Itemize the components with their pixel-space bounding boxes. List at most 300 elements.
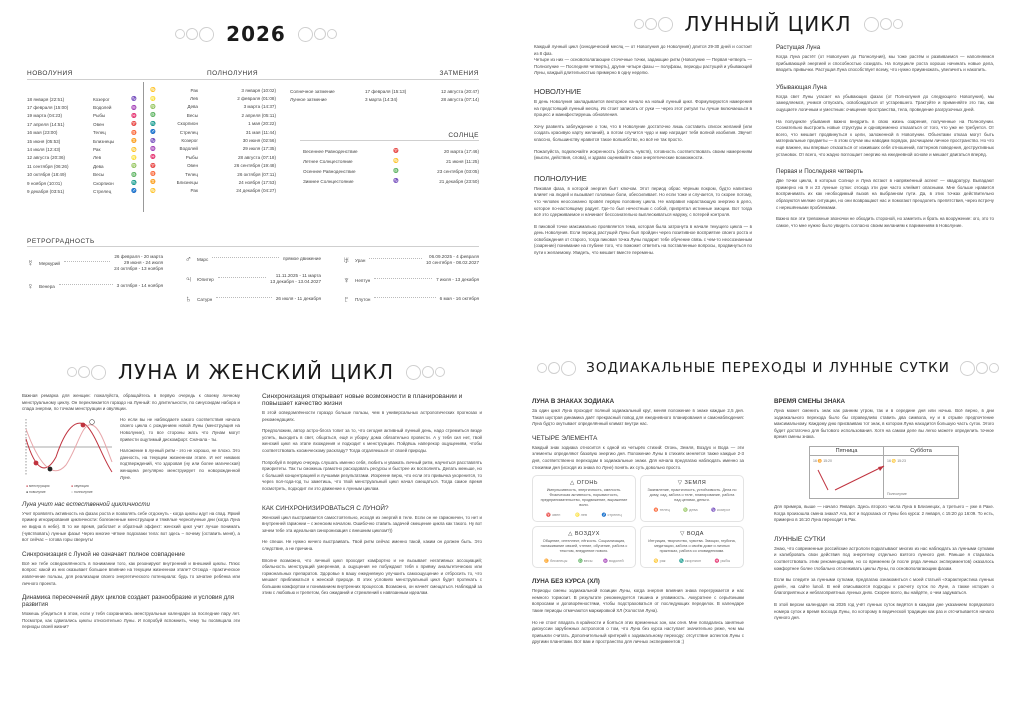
- retro-heading-row: [27, 236, 479, 247]
- date: 1 мая (20:22): [248, 121, 276, 127]
- crescent-moon-icon: [422, 366, 434, 378]
- date: 15 июня (05:53): [27, 138, 61, 144]
- crescent-moon-icon: [548, 362, 560, 374]
- moon-decor-right: [406, 365, 445, 380]
- sync-opens-text: В этой осведомлённости гораздо больше пользы, чем в универсальных астрологических прогнозах и рекомендациях.: [262, 410, 482, 422]
- moon-decor-left: [175, 27, 214, 42]
- calendar-col-saturday: Суббота: [884, 447, 958, 456]
- void-text: Но не стоит впадать в крайности и бояться этих временных зон, как огня. Мне попадались занятные дискуссии зарубежных астрологов о том, что Луна без курса наступает значительно реже, чем мы привыкли считать. Дополнительный критерий к зодиакальному переходу: отсутствие аспектов Луны с другими планетами. Вот вам и пространство для личных экспериментов ;): [532, 619, 744, 645]
- element-card: [532, 475, 636, 522]
- element-description: Импульсивность, энергичность, смелость. Физическая активность, порывистость, предпринимательство, продвижение, выражение воли.: [540, 488, 628, 508]
- eclipse-row: [290, 87, 479, 95]
- date: 24 декабря (04:27): [236, 188, 276, 194]
- moon-female-cycle-page: [0, 360, 512, 721]
- lunar-cycle-right-column: [776, 44, 994, 229]
- full-moon-row: [146, 120, 276, 128]
- zodiac-heading: ЛУНА В ЗНАКАХ ЗОДИАКА: [532, 398, 615, 405]
- date: 31 мая (11:44): [245, 129, 276, 135]
- zodiac-icon: ♊: [150, 179, 156, 185]
- crescent-moon-icon: [561, 361, 576, 376]
- sun-event: Весеннее Равноденствие: [303, 148, 358, 154]
- new-moon-text: В день Новолуния закладывается векторное начало на новый лунный цикл. Формулируются намерения на предстоящий лунный месяц. Их стоит записать от руки — через этот ритуал ты лучше включаешься в процесс и манифестируешь обновления.: [534, 98, 752, 118]
- moon-decor-right: [298, 27, 337, 42]
- page-title: ЛУННЫЙ ЦИКЛ: [684, 12, 852, 36]
- leader-dots: [374, 297, 435, 298]
- zodiac-transitions-page: [512, 360, 1024, 721]
- new-moon-row: [27, 95, 139, 103]
- leader-dots: [212, 257, 279, 258]
- date: 24 ноября (17:53): [238, 179, 276, 185]
- sign: Весы: [186, 112, 198, 118]
- new-moons-table: [27, 95, 139, 196]
- retro-dates: 3 октября - 14 ноября: [116, 283, 163, 288]
- zodiac-icon: ♒: [150, 145, 156, 151]
- eclipse-type: Лунное затмение: [290, 97, 327, 103]
- date: 10 октября (18:49): [27, 172, 67, 178]
- full-moon-row: [146, 111, 276, 119]
- calendar-col-friday: Пятница: [810, 447, 884, 456]
- zodiac-text: За один цикл Луна проходит полный зодиакальный круг, меняя положение в знаке каждые 2,5 дня. Такая шустрая динамика даёт прекрасный повод для ежедневного планирования и самонаблюдения: Луна будто окутывает определённый климат внутри нас.: [532, 408, 744, 427]
- quarters-text: Две точки цикла, в которых Солнце и Луна встают в напряжённый аспект — квадратуру. Выпадают примерно на 9 и 23 лунные сутки: отсюда эти дни часто клеймят опасными. Мне больше нравится воспринимать их как необходимый вызов на выбранном пути. Да, в этих точках действительно образуются мелкие ситуации, но они возвращают нас и помогают преодолеть препятствия, через встречу с нерешёнными проблемами.: [776, 178, 994, 210]
- lunar-days-text: В этой версии календаря на 2026 год учёт лунных суток ведётся в каждом дне указанием порядкового номера суток и время восхода Луны, по которому в ведической традиции как раз и отсчитывается начало лунного дня.: [774, 601, 994, 621]
- new-moon-heading: НОВОЛУНИЕ: [534, 86, 582, 96]
- moon-decor-left: [634, 17, 673, 32]
- element-description: Заземление, практичность, устойчивость. Дела по дому, сад, забота о теле, планирование, работа над целями, деньги.: [647, 488, 737, 503]
- natural-text: Учит проявлять активность на фазах роста и позволять себе отдохнуть - когда циклы идут на спад. Яркий пример игнорирования цикличности: болезненные менструации и тяжёлые чернолунные дни (когда Луна не видна в небе). В то же время, работает и обратный эффект: женский цикл учит лучше понимать (чувствовать) лунные фазы! Через многие чёткие подсказки тела: вот здесь – почему (оставить меня), а вот сейчас – готова горы свернуть!: [22, 510, 240, 543]
- sun-heading: СОЛНЦЕ: [448, 132, 479, 139]
- date: 2 февраля (01:08): [237, 96, 276, 102]
- zodiac-icon: ♍: [131, 163, 137, 169]
- retro-planet-row: [185, 273, 321, 285]
- retro-planet-row: [185, 254, 321, 264]
- zodiac-sign: ♎ весы: [577, 559, 593, 564]
- planet-icon: ♅: [343, 255, 350, 265]
- element-card: [640, 526, 744, 568]
- zodiac-icon: ♌: [131, 154, 137, 160]
- legend-menstruation: ● менструация: [26, 483, 50, 488]
- retrograde-list: [27, 254, 479, 313]
- retro-dates: 11.11.2025 - 11 марта 13 декабря - 13.04.2027: [270, 273, 321, 284]
- zodiac-icon: ♏: [150, 120, 156, 126]
- sign: Дева: [93, 163, 104, 169]
- zodiac-icon: ♑: [150, 137, 156, 143]
- date: 11 сентября (06:26): [27, 163, 69, 169]
- sun-heading-row: [300, 130, 479, 141]
- leader-dots: [374, 278, 432, 279]
- crescent-moon-icon: [91, 365, 106, 380]
- date: 28 августа (07:14): [440, 97, 479, 103]
- date: 20 марта (17:46): [444, 148, 479, 154]
- moon-decor-right: [864, 17, 903, 32]
- example-text: Для примера, выше — начало Января. Здесь второго числа Луна в Близнецах, а третьего – уже в Раке. Когда произошла смена знака? Ага, вот и подсказка от Луны без курса: 2 января, с 15:20 до 16:09. То есть, примерно в 16:10 Луна переходит в Рак.: [774, 503, 994, 523]
- zodiac-icon: ♎: [150, 112, 156, 118]
- zodiac-icon: ♋: [150, 187, 156, 193]
- sign: Близнецы: [93, 138, 115, 144]
- full-moon-label: Полнолуние: [887, 491, 907, 496]
- sync-heading: Синхронизация с Луной не означает полное совпадение: [22, 550, 185, 558]
- void-heading: ЛУНА БЕЗ КУРСА (ХЛ): [532, 578, 600, 586]
- full-moon-row: [146, 170, 276, 178]
- planet-icon: ♃: [185, 274, 192, 284]
- natural-heading: Луна учит нас естественной цикличности: [22, 500, 150, 508]
- date: 12 августа (20:47): [440, 88, 479, 94]
- waxing-text: Когда Луна растёт (от Новолуния до Полнолуния), мы тоже растём и развиваемся — наполняемся прибывающей энергией и способностью созидать. На полуцикле роста хорошо начинать новые дела, вводить привычки. Растущая Луна способствует всему, что нужно приумножать, увеличить и накопить.: [776, 54, 994, 73]
- retro-planet-row: [343, 294, 479, 304]
- full-moon-row: [146, 187, 276, 195]
- elements-heading: ЧЕТЫРЕ ЭЛЕМЕНТА: [532, 434, 598, 442]
- crescent-moon-icon: [186, 28, 198, 40]
- full-moon-row: [146, 86, 276, 94]
- zodiac-sign: ♈ овен: [546, 513, 561, 518]
- retro-column: [343, 254, 479, 313]
- sun-event: Зимнее Солнцестояние: [303, 178, 354, 184]
- retro-dates: прямое движение: [283, 256, 321, 261]
- retro-heading: РЕТРОГРАДНОСТЬ: [27, 238, 95, 245]
- date: 26 октября (07:11): [237, 171, 276, 177]
- zodiac-sign: ♊ близнецы: [544, 559, 568, 564]
- planet-icon: ♂: [185, 254, 192, 264]
- planet-icon: ♆: [343, 275, 350, 285]
- zodiac-icon: ♉: [131, 129, 137, 135]
- sun-event: Осеннее Равноденствие: [303, 168, 356, 174]
- quarters-text: Важно все эти тревожные звоночки не обходить стороной, но заметить и брать на вооружение: ого, это то самое, что мне нужно было увидеть согласно своим желаниям к паримениям в Новолуние.: [776, 216, 994, 228]
- crescent-moon-icon: [78, 366, 90, 378]
- lunar-days-heading: ЛУННЫЕ СУТКИ: [774, 535, 826, 543]
- divider: [143, 82, 144, 212]
- crescent-moon-icon: [989, 363, 999, 373]
- element-signs: [539, 558, 629, 563]
- legend-ovulation: ● овуляция: [71, 483, 89, 488]
- sign: Рак: [190, 87, 198, 93]
- cycle-chart-block: [22, 417, 240, 494]
- sign: Водолей: [93, 105, 112, 111]
- zodiac-icon: ♑: [131, 96, 137, 102]
- elements-grid: [532, 475, 744, 568]
- zodiac-icon: ♋: [131, 146, 137, 152]
- planet-name: Сатурн: [197, 296, 213, 302]
- full-moons-heading: ПОЛНОЛУНИЯ: [207, 70, 259, 77]
- new-moon-row: [27, 162, 139, 170]
- moon-decor-left: [537, 361, 576, 376]
- eclipses-table: [290, 87, 479, 104]
- sun-row: [303, 166, 479, 176]
- title-row: [0, 360, 512, 384]
- sign: Стрелец: [93, 188, 112, 194]
- zodiac-icon: ♈: [131, 121, 137, 127]
- sign: Козерог: [93, 96, 110, 102]
- right-column: [262, 393, 482, 597]
- date: 18 января (22:51): [27, 96, 65, 102]
- sun-event: Летнее Солнцестояние: [303, 158, 353, 164]
- date: 17 февраля (15:13): [365, 88, 407, 94]
- zodiac-icon: ♓: [150, 154, 156, 160]
- leader-dots: [218, 277, 266, 278]
- date: 9 декабря (03:51): [27, 188, 65, 194]
- date: 16 мая (23:00): [27, 130, 58, 136]
- new-moon-text: Хочу развеять заблуждение о том, что в Новолуние достаточно лишь составить список желаний (или создать красивую карту желаний), а потом случится чудо и мир наградит тебя волной изобилия. Звучит классно, большинству нравится такое волшебство, но всё не так просто.: [534, 123, 752, 142]
- zodiac-sign: ♏ скорпион: [679, 559, 702, 564]
- retro-planet-row: [27, 281, 163, 291]
- crescent-moon-icon: [199, 27, 214, 42]
- side-text: Наложение в лунный ритм - это не хорошо, не плохо. Это данность, на текущем жизненном этапе. И нет никаких подтверждений, что здоровая (ну или более магическая) женщина регулярно менструирует по новорожденной Луне.: [120, 448, 240, 480]
- lunar-cycle-page: [512, 0, 1024, 330]
- void-text: Периоды смены зодиакальной позиции Луны, когда энергия влияния знака перегружается и нас немного тормозит. В результате рекомендуется тишина и уязвимость. Аккуратнее с серьёзными вопросами и договорённостями, чтобы подстраховаться от последующих переделок. В календаре такие периоды отмечаются маркировкой ХЛ (Холостая Луна).: [532, 588, 744, 613]
- full-moon-heading: ПОЛНОЛУНИЕ: [534, 173, 587, 183]
- sun-table: [303, 146, 479, 186]
- sign: Овен: [186, 163, 198, 169]
- sign: Лев: [189, 96, 198, 102]
- sine-waves-chart: [22, 417, 114, 479]
- zodiac-icon: ♉: [150, 171, 156, 177]
- legend-new-moon: ● новолуние: [26, 489, 46, 494]
- retro-dates: 06.09.2025 - 4 февраля 10 сентября - 08.02.2027: [425, 254, 479, 265]
- element-signs: [647, 558, 737, 563]
- date: 29 июля (17:35): [242, 146, 276, 152]
- date: 26 сентября (19:48): [234, 163, 276, 169]
- sign: Рак: [190, 188, 198, 194]
- sun-row: [303, 176, 479, 186]
- new-moon-row: [27, 187, 139, 195]
- element-card: [532, 526, 636, 568]
- planet-name: Марс: [197, 256, 209, 262]
- planet-name: Меркурий: [39, 260, 60, 266]
- leader-dots: [369, 258, 422, 259]
- arrow-icon: [810, 456, 885, 496]
- crescent-moon-icon: [67, 367, 77, 377]
- howto-heading: КАК СИНХРОНИЗИРОВАТЬСЯ С ЛУНОЙ?: [262, 504, 389, 512]
- sign: Рыбы: [185, 154, 198, 160]
- date: 21 июня (11:25): [446, 158, 479, 164]
- new-moon-row: [27, 137, 139, 145]
- title-row: [512, 12, 1024, 36]
- planet-name: Юпитер: [197, 276, 214, 282]
- zodiac-icon: ♓: [131, 112, 137, 118]
- calendar-example: [809, 446, 959, 499]
- retro-planet-row: [27, 254, 163, 272]
- zodiac-icon: ♏: [131, 180, 137, 186]
- sign: Рак: [93, 147, 101, 153]
- intro-text: Четыре из них — основополагающие сточечные точки, задающие ритм (Новолуние — Первая четверть — Полнолуние — Последняя четверть), другие четыре фазы — полуфазы, периоды растущей и убывающей Луны, каждый длительностью примерно в одну неделю.: [534, 57, 752, 76]
- new-moon-row: [27, 129, 139, 137]
- right-column: [774, 398, 994, 622]
- date: 21 декабря (23:50): [439, 178, 479, 184]
- retro-dates: 26 июля - 11 декабря: [275, 296, 321, 301]
- crescent-moon-icon: [864, 17, 879, 32]
- sun-row: [303, 156, 479, 166]
- leader-dots: [64, 261, 110, 262]
- calendar-2026-page: [0, 0, 512, 330]
- sun-row: [303, 146, 479, 156]
- moon-headings: [27, 68, 479, 80]
- sign: Козерог: [181, 138, 198, 144]
- new-moons-heading: НОВОЛУНИЯ: [27, 70, 73, 77]
- zodiac-icon: ♋: [150, 87, 156, 93]
- date: 3 марта (14:34): [365, 97, 398, 103]
- left-column: [22, 393, 240, 631]
- element-signs: [647, 507, 737, 512]
- full-moon-row: [146, 178, 276, 186]
- element-card: [640, 475, 744, 522]
- zodiac-icon: ♐: [150, 129, 156, 135]
- element-name: △ ОГОНЬ: [569, 480, 599, 487]
- title-row: [512, 360, 1024, 376]
- lunar-cycle-left-column: [534, 44, 752, 257]
- retro-column: [27, 254, 163, 313]
- waxing-heading: Растущая Луна: [776, 44, 821, 51]
- element-signs: [539, 512, 629, 517]
- zodiac-icon: ♒: [131, 104, 137, 110]
- sign: Рыбы: [93, 113, 106, 119]
- zodiac-sign: ♍ дева: [683, 508, 698, 513]
- chart-legend: [22, 484, 114, 494]
- full-moons-table: [146, 86, 276, 195]
- time-change-text: Луна может сменить знак как ранним утром, так и в середине дня или ночью. Всё верно, в дни зодиакального перехода было бы справедливо ставить два символа, ну и в отрыве предпочтение максимальному. Каждому дню присваиваю тот знак, в котором Луна находится большую часть суток. Этого будет достаточно для бытового использования. Хотя на самом деле вы легко можете определить точное время смены знака.: [774, 408, 994, 440]
- crescent-moon-icon: [976, 362, 988, 374]
- element-description: Общение, интеллект, лёгкость. Социализация, налаживание связей, чтение, обучение, работа с текстом, внедрение нового.: [540, 539, 628, 554]
- sign: Весы: [93, 172, 105, 178]
- leader-dots: [59, 284, 113, 285]
- date: 3 марта (14:37): [243, 104, 276, 110]
- lunar-days-text: Если вы следите за лунными сутками, предлагаю ознакомиться с моей статьей «Характеристика лунных дней», на сайте lunoil. В ней описываются подходы к расчету суток по Луне, а также история о благоприятных и неблагоприятных лунных днях. Скорее всего, вы найдёте, о чем задуматься.: [774, 577, 994, 596]
- sign: Овен: [93, 121, 105, 127]
- waning-text: На полуцикле убывания важно внедрить в свою жизнь озарения, полученные на Полнолунии. Сознательно выстроить новые структуры и одновременно отказаться от того, что уже не требуется. От всего, что мешает продвинуться к цели, заложенной в Новолунии. Объектами отказа могут быть материальные предметы — в этом случае мы наводим порядок, расчищаем личное пространство. Но что ещё важнее, мы впервые отказаться от изживших себя отношений, паттернов поведения, деструктивных установок. От всего, что жадно поглощает энергию на ежедневной основе и мешает двигаться вперёд.: [776, 118, 994, 157]
- crescent-moon-icon: [537, 363, 547, 373]
- sign: Близнецы: [176, 179, 198, 185]
- crescent-moon-icon: [298, 27, 313, 42]
- retro-planet-row: [185, 294, 321, 304]
- element-name: △ ВОЗДУХ: [568, 531, 600, 538]
- zodiac-icon: ♋: [393, 158, 399, 163]
- new-moon-text: Пожалуйста, подключайте искренность (область чувств), готовность соответствовать своим намерениям (мысли, действия, слова), и здраво оценивайте свои энергетические возможности.: [534, 148, 752, 161]
- zodiac-sign: ♐ стрелец: [601, 513, 622, 518]
- crescent-moon-icon: [314, 28, 326, 40]
- crescent-moon-icon: [406, 365, 421, 380]
- planet-icon: ☿: [27, 258, 34, 268]
- zodiac-icon: ♍: [150, 103, 156, 109]
- legend-full-moon: ○ полнолуние: [71, 489, 93, 494]
- planet-icon: ♀: [27, 281, 34, 291]
- new-moon-row: [27, 103, 139, 111]
- eclipses-heading: ЗАТМЕНИЯ: [439, 70, 479, 77]
- crescent-moon-icon: [435, 367, 445, 377]
- new-moon-row: [27, 145, 139, 153]
- howto-text: Вполне возможно, что личный цикл проходит комфортно и не вызывает негативных ассоциаций; обильность менструаций умеренная, а ощущения не побуждают тебя к приёму анальгетических или гормональных препаратов. Здоровье в вашу ежедневную улучшить самоощущение и отбросить то, что мешает приближаться к женской природе. В этих условиях менструальный цикл будет протекать с большим комфортом и пониманием внутренних процессов. Возможно, он начнёт смещаться. Наблюдай за этим с любовью и трепетом, без ожиданий и стремлений к навязанным идеалам.: [262, 557, 482, 596]
- intro-text: Каждый лунный цикл (синодический месяц — от Новолуния до Новолуния) длится 29-30 дней и состоит из 8 фаз.: [534, 44, 752, 56]
- new-moon-row: [27, 154, 139, 162]
- eclipse-type: Солнечное затмение: [290, 88, 335, 94]
- chart-side-text: [120, 417, 240, 494]
- zodiac-icon: ♌: [150, 95, 156, 101]
- dynamics-text: Можешь убедиться в этом, если у тебя сохранились менструальные календари за последние пару лет. Посмотри, как сдвигались циклы относительно Луны. И попробуй вспомнить, чему ты посвящала эти периоды своей жизни?: [22, 611, 240, 630]
- sign: Водолей: [179, 146, 198, 152]
- crescent-moon-icon: [645, 18, 657, 30]
- sign: Телец: [93, 130, 106, 136]
- page-title: ЗОДИАКАЛЬНЫЕ ПЕРЕХОДЫ И ЛУННЫЕ СУТКИ: [586, 360, 950, 376]
- sign: Стрелец: [179, 129, 198, 135]
- retro-dates: 6 мая - 16 октября: [439, 296, 479, 301]
- waning-text: Когда свет Луны угасает на убывающих фазах (от Полнолуния до следующего Новолуния), мы замедляемся, учимся отпускать, освобождаться от устаревшего. Трактуйте и применяйте это так, как ощущаете логичным и уместным: очищение пространства, тела, проведение разгрузочных дней.: [776, 93, 994, 112]
- dynamics-heading: Динамика пересечений двух циклов создает разнообразие и условия для развития: [22, 594, 235, 609]
- date: 17 февраля (15:00): [27, 105, 69, 111]
- crescent-moon-icon: [634, 19, 644, 29]
- sync-opens-text: Предположим, автор астро-блога топит за то, что сегодня активный лунный день, надо стремиться везде успеть, выходить в свет, общаться, ещё и уборку дома обязательно провести. А у тебя сил нет, твой женский цикл на этапе вхождения и подходит к менструации. Пойдёшь наперекор ощущениям, чтобы соответствовать космическому раскладу? Тогда отдаляешься от своей природы.: [262, 428, 482, 453]
- planet-name: Плутон: [355, 296, 371, 302]
- zodiac-icon: ♑: [393, 178, 399, 183]
- date: 9 ноября (10:01): [27, 180, 62, 186]
- intro-text: Важная ремарка для женщин: пожалуйста, обращайтесь в первую очередь к своему личному менструальному циклу. Он перекликается гораздо на Лунный: по длительности, по синусоидам набора и спада энергии, по точкам менструации и овуляции.: [22, 393, 240, 412]
- waning-heading: Убывающая Луна: [776, 83, 827, 91]
- side-text: Но если вы не наблюдаете какого соответствия начала своего цикла с рождением новой Луны (менструация на Новолуние), то все стороны жать что Лунам могут привести ощутимый дискомфорт. Сначала - ты.: [120, 416, 240, 442]
- zodiac-sign: ♉ телец: [653, 508, 670, 513]
- crescent-moon-icon: [658, 17, 673, 32]
- sign: Телец: [185, 171, 198, 177]
- crescent-moon-icon: [880, 18, 892, 30]
- sync-text: Всё же тебе осведомлённость в понимании того, как резонируют внутренний и внешний циклы. Плюс вопрос: какой из них оказывает большее влияние на текущем жизненном этапе? Отсюда - практическое извлечение пользы, для реализации своего энергетического потенциала: будь то зачатие ребёнка или личного проекта.: [22, 560, 240, 586]
- date: 17 апреля (14:51): [27, 121, 65, 127]
- zodiac-sign: ♌ лев: [574, 513, 588, 518]
- date: 14 июля (12:43): [27, 147, 61, 153]
- element-name: ▽ ЗЕМЛЯ: [677, 480, 707, 487]
- sync-opens-text: Попробуй в первую очередь слушать именно себя, любить и уважать личный ритм, научиться расставлять приоритеты. Так ты сможешь грамотно расходовать ресурсы и быстрее их восполнять. Делать меньше, но с большей концентрацией и лучшими результатами. Искренне верю, что если это привычка укоренится, то через пол-года-год ты заметишь, что твой менструальный цикл начал смещаться. Тогда самое время посмотреть, подходит ли это движение к лунным циклам.: [262, 459, 482, 491]
- full-moon-text: Пиковая фаза, в которой энергия бьёт ключом. Этот период обрас чёрным покром, будто напитано влияет на людей и вызывает головные боли, обессиливает. Но если тоже и случается, то скорее потому, что человек неосознанно провёл первую половину цикла. Не направил нарастающую энергию в дело, которое по-настоящему радует. Где-то был нечестным с собой, припрятал истинные эмоции. Вот тогда всё это сдерживаемое и начинает бессознательно выплескиваться наружу, с потерей контроля.: [534, 185, 752, 218]
- zodiac-sign: ♑ козерог: [711, 508, 731, 513]
- full-moon-row: [146, 94, 276, 102]
- retro-planet-row: [343, 254, 479, 266]
- sign: Скорпион: [93, 180, 114, 186]
- zodiac-icon: ♈: [393, 148, 399, 153]
- date: 30 июня (02:56): [242, 138, 276, 144]
- page-title: ЛУНА И ЖЕНСКИЙ ЦИКЛ: [117, 360, 394, 384]
- retro-planet-row: [343, 275, 479, 285]
- date: 12 августа (20:36): [27, 155, 66, 161]
- planet-name: Нептун: [355, 277, 371, 283]
- zodiac-icon: ♐: [131, 188, 137, 194]
- left-column: [532, 398, 744, 646]
- retro-dates: 26 февраля - 20 марта 29 июня - 24 июля 24 октября - 13 ноября: [114, 254, 163, 271]
- crescent-moon-icon: [960, 361, 975, 376]
- full-moon-row: [146, 153, 276, 161]
- new-moon-row: [27, 179, 139, 187]
- leader-dots: [216, 297, 272, 298]
- planet-name: Венера: [39, 283, 55, 289]
- element-description: Интуиция, творчество, чувства. Эмоции, глубина, медитации, забота о своём доме и личных практиках, работа со сновидениями.: [648, 539, 736, 554]
- calendar-cell-friday: 16 ♊ 15:20: [810, 456, 884, 498]
- full-moon-row: [146, 103, 276, 111]
- date: 23 сентября (03:05): [437, 168, 479, 174]
- cycle-chart: [22, 417, 114, 494]
- eclipse-row: [290, 95, 479, 103]
- date: 19 марта (04:23): [27, 113, 62, 119]
- elements-text: Каждый знак зодиака относится к одной из четырёх стихий: Огонь, Земля, Воздух и Вода — эти элементы определяют базовую энергию дня. Положение Луны в стихиях меняется также каждые 2-3 дня, соответственно переходам в зодиакальные знаки. Для начала предлагаю наблюдать именно за стихиями дня (исходя из знака по Луне) понять их суть довольно просто.: [532, 444, 744, 470]
- planet-icon: ♄: [185, 294, 192, 304]
- lunar-days-text: Знаю, что современные российские астрологи подкатывают многих из нас наблюдать за лунными сутками и калибровать свои действия под энергетику отдельно взятого лунного дня. Раньше я старалась соответствовать этим рекомендациям, но со временем (и после ряда личных экспериментов) оказалось комфортнее более глобально отслеживать циклы Луны, по основополагающим фазам.: [774, 545, 994, 571]
- crescent-moon-icon: [327, 29, 337, 39]
- zodiac-sign: ♒ водолей: [603, 559, 624, 564]
- sign: Скорпион: [177, 121, 198, 127]
- zodiac-icon: ♈: [150, 162, 156, 168]
- new-moon-row: [27, 120, 139, 128]
- crescent-moon-icon: [893, 19, 903, 29]
- title-row: [0, 22, 512, 46]
- page-title: 2026: [226, 22, 286, 46]
- zodiac-icon: ♎: [131, 171, 137, 177]
- retro-column: [185, 254, 321, 313]
- howto-text: Не спеши. Не нужно ничего выстраивать. Твой ритм сейчас именно такой, каким он должен быть. Это следствие, а не причина.: [262, 539, 482, 551]
- full-moon-row: [146, 162, 276, 170]
- date: 2 апреля (05:11): [241, 112, 276, 118]
- sign: Лев: [93, 155, 102, 161]
- date: 28 августа (07:18): [237, 154, 276, 160]
